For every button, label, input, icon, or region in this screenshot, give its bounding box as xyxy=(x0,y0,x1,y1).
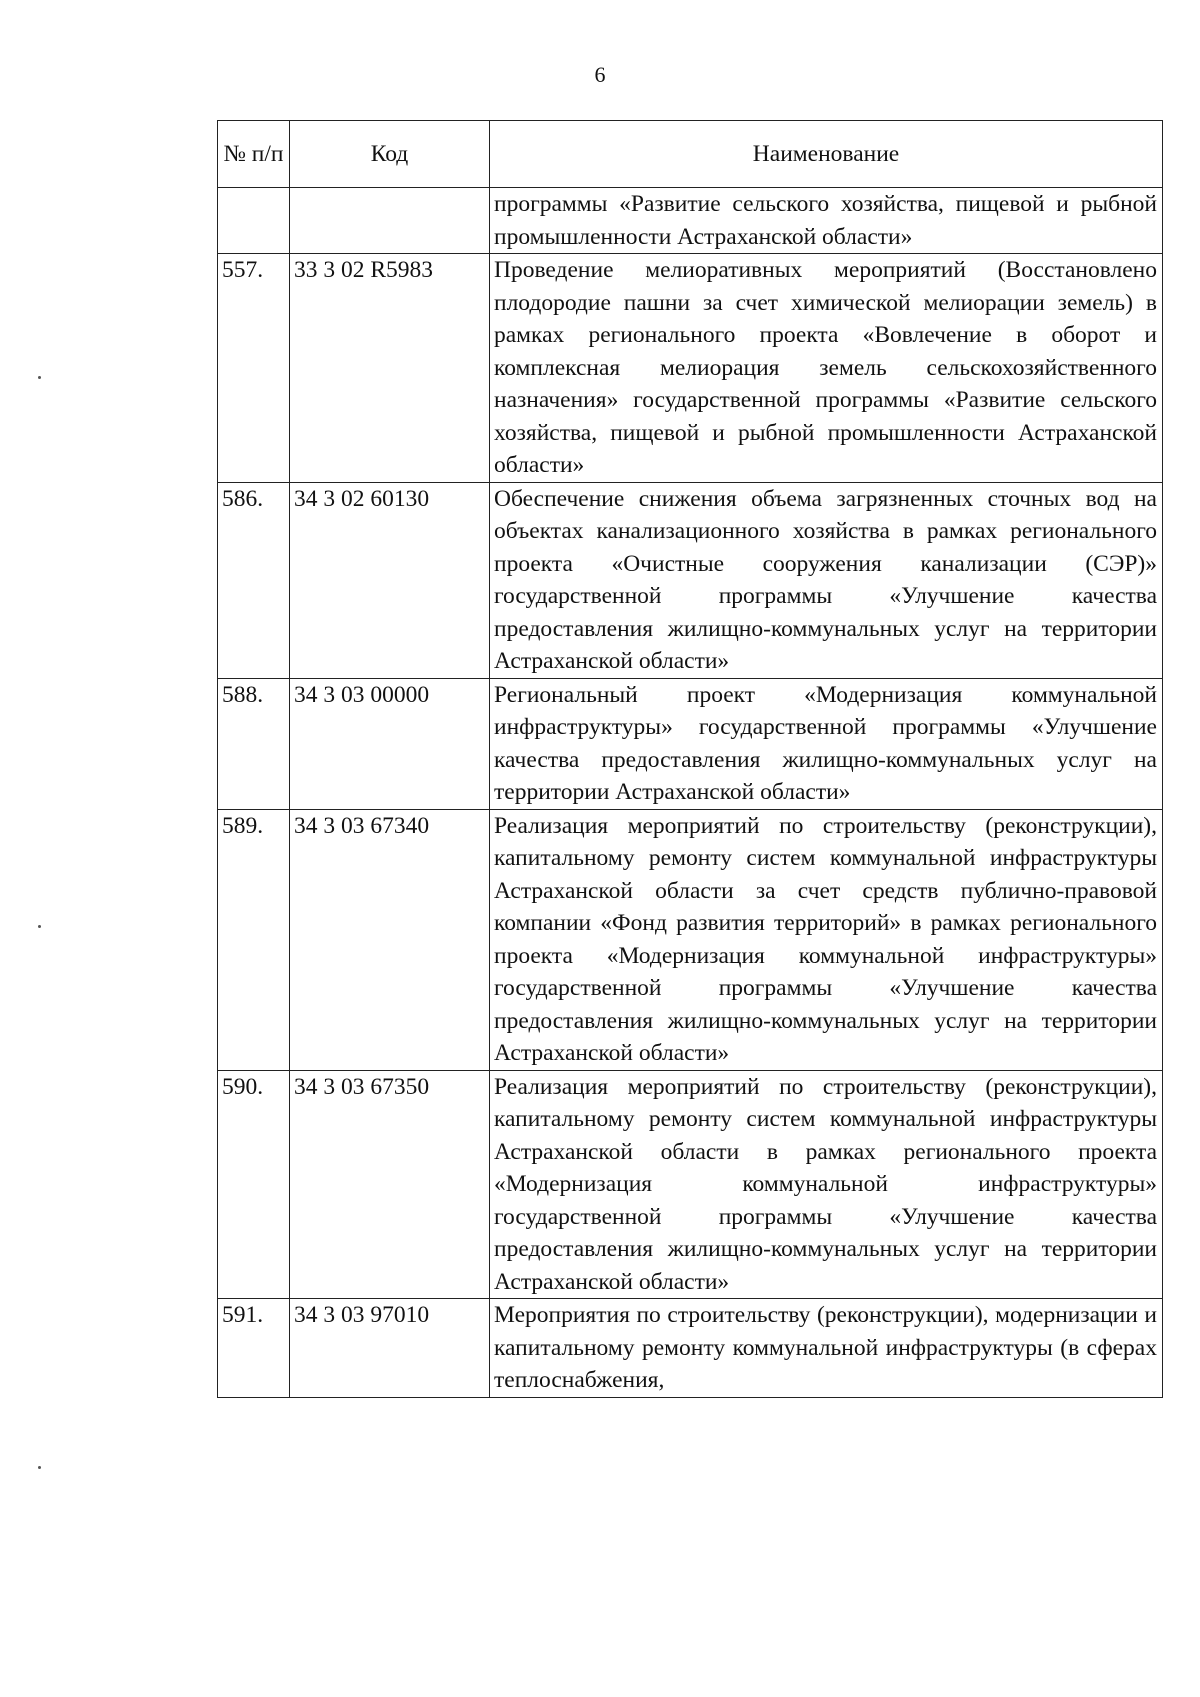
row-code: 34 3 03 67340 xyxy=(290,809,490,1070)
row-code xyxy=(290,188,490,254)
row-name: Проведение мелиоративных мероприятий (Восстановлено плодородие пашни за счет химической мелиорации земель) в рамках регионального проекта «Вовлечение в оборот и комплексная мелиорация земель сельскохозяйственного назначения» государственной программы «Развитие сельского хозяйства, пищевой и рыбной промышленности Астраханской области» xyxy=(490,254,1163,483)
row-num: 591. xyxy=(218,1299,290,1398)
table-row xyxy=(218,678,1163,809)
header-name: Наименование xyxy=(490,121,1163,188)
row-name: Мероприятия по строительству (реконструкции), модернизации и капитальному ремонту коммунальной инфраструктуры (в сферах теплоснабжения, xyxy=(490,1299,1163,1398)
table-row xyxy=(218,809,1163,1070)
table-header-row xyxy=(218,121,1163,188)
row-code: 33 3 02 R5983 xyxy=(290,254,490,483)
table-row xyxy=(218,482,1163,678)
row-code: 34 3 03 97010 xyxy=(290,1299,490,1398)
scan-speck xyxy=(38,1466,41,1469)
row-name: Обеспечение снижения объема загрязненных сточных вод на объектах канализационного хозяйства в рамках регионального проекта «Очистные сооружения канализации (СЭР)» государственной программы «Улучшение качества предоставления жилищно-коммунальных услуг на территории Астраханской области» xyxy=(490,482,1163,678)
budget-code-table xyxy=(217,120,1163,1398)
header-num: № п/п xyxy=(218,121,290,188)
scan-speck xyxy=(38,925,41,928)
scan-speck xyxy=(38,376,41,379)
row-num: 589. xyxy=(218,809,290,1070)
row-name: программы «Развитие сельского хозяйства, пищевой и рыбной промышленности Астраханской области» xyxy=(490,188,1163,254)
row-code: 34 3 03 00000 xyxy=(290,678,490,809)
row-num xyxy=(218,188,290,254)
row-name: Реализация мероприятий по строительству (реконструкции), капитальному ремонту систем коммунальной инфраструктуры Астраханской области в рамках регионального проекта «Модернизация коммунальной инфраструктуры» государственной программы «Улучшение качества предоставления жилищно-коммунальных услуг на территории Астраханской области» xyxy=(490,1070,1163,1299)
header-code: Код xyxy=(290,121,490,188)
row-num: 590. xyxy=(218,1070,290,1299)
row-name: Реализация мероприятий по строительству (реконструкции), капитальному ремонту систем коммунальной инфраструктуры Астраханской области за счет средств публично-правовой компании «Фонд развития территорий» в рамках регионального проекта «Модернизация коммунальной инфраструктуры» государственной программы «Улучшение качества предоставления жилищно-коммунальных услуг на территории Астраханской области» xyxy=(490,809,1163,1070)
table-row xyxy=(218,1070,1163,1299)
page-number: 6 xyxy=(594,62,606,87)
table-row xyxy=(218,1299,1163,1398)
table-row xyxy=(218,254,1163,483)
row-code: 34 3 03 67350 xyxy=(290,1070,490,1299)
row-num: 588. xyxy=(218,678,290,809)
row-num: 557. xyxy=(218,254,290,483)
table-row xyxy=(218,188,1163,254)
row-num: 586. xyxy=(218,482,290,678)
row-code: 34 3 02 60130 xyxy=(290,482,490,678)
row-name: Региональный проект «Модернизация коммунальной инфраструктуры» государственной программы «Улучшение качества предоставления жилищно-коммунальных услуг на территории Астраханской области» xyxy=(490,678,1163,809)
